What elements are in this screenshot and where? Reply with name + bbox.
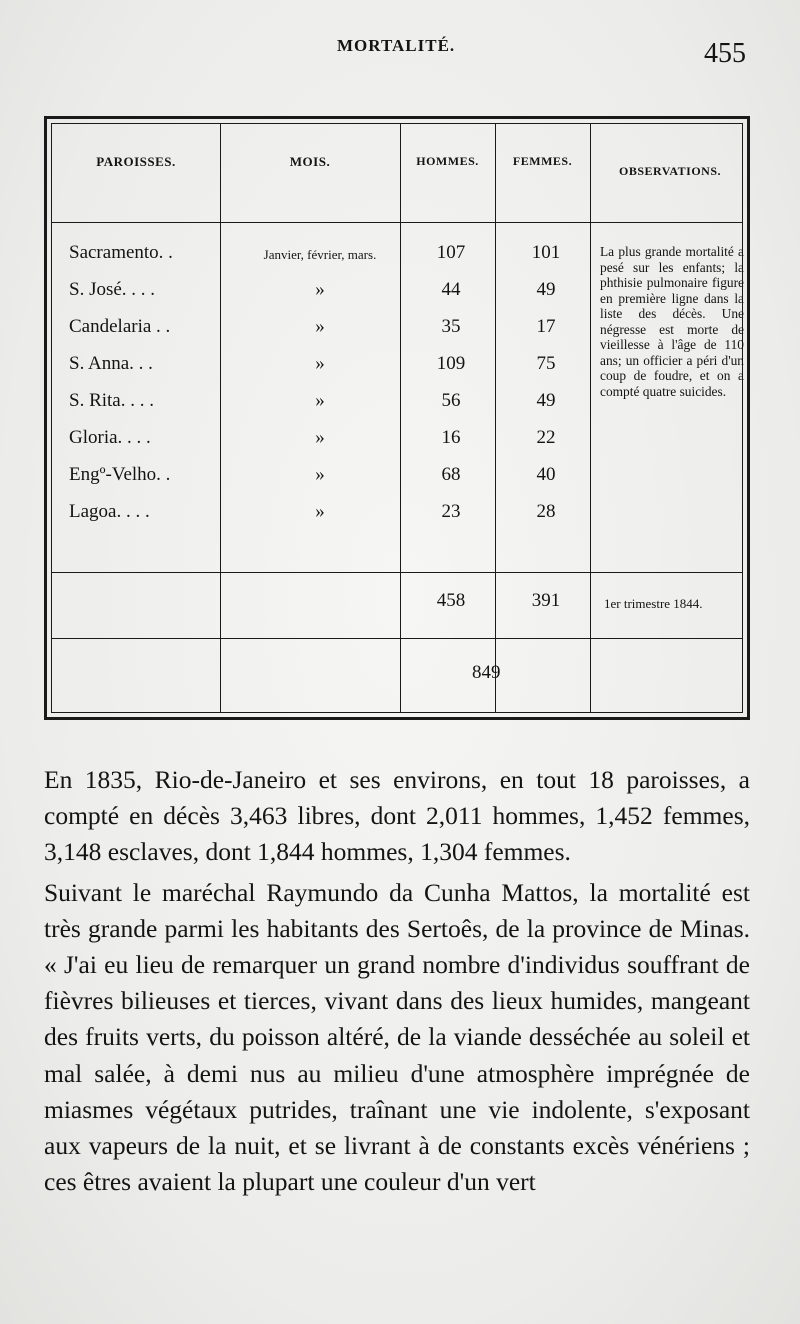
parish-name: S. Anna. . .: [69, 353, 153, 374]
total-men: 458: [436, 590, 466, 611]
men-count: 56: [441, 390, 461, 411]
header-rule: [52, 222, 742, 223]
paragraph: Suivant le maréchal Raymundo da Cunha Mattos, la mortalité est très grande parmi les habitants des Sertoês, de la province de Minas. « J'ai eu lieu de remarquer un grand nombre d'individus souffrant de fièvres bilieuses et tierces, vivant dans des lieux humides, mangeant des fruits verts, du poisson altéré, de la viande desséchée au soleil et mal salée, à demi nus au milieu d'une atmosphère imprégnée de miasmes végétaux putrides, traînant une vie indolente, s'exposant aux vapeurs de la nuit, et se livrant à de constants excès vénériens ; ces êtres avaient la plupart une couleur d'un vert: [44, 877, 750, 1197]
men-count: 109: [436, 353, 466, 374]
body-text: [44, 762, 750, 1200]
running-title: MORTALITÉ.: [337, 36, 456, 55]
table-row: [52, 501, 742, 534]
column-header-men: HOMMES.: [416, 154, 479, 168]
women-count: 49: [536, 390, 556, 411]
period-note: 1er trimestre 1844.: [604, 596, 703, 611]
women-count: 28: [536, 501, 556, 522]
month-range: »: [315, 353, 325, 374]
women-count: 40: [536, 464, 556, 485]
column-header-months: MOIS.: [289, 154, 331, 169]
column-header-women: FEMMES.: [512, 154, 573, 168]
total-women: 391: [531, 590, 561, 611]
table-grid: [51, 123, 743, 713]
parish-name: S. Rita. . . .: [69, 390, 154, 411]
women-count: 75: [536, 353, 556, 374]
men-count: 35: [441, 316, 461, 337]
men-count: 44: [441, 279, 461, 300]
month-range: »: [315, 390, 325, 411]
men-count: 107: [436, 242, 466, 263]
men-count: 16: [441, 427, 461, 448]
women-count: 101: [531, 242, 561, 263]
column-header-parishes: PAROISSES.: [96, 154, 176, 169]
month-range: »: [315, 279, 325, 300]
women-count: 22: [536, 427, 556, 448]
parish-name: Gloria. . . .: [69, 427, 151, 448]
month-range: »: [315, 427, 325, 448]
grand-total-rule: [52, 638, 742, 639]
page-number: 455: [704, 38, 746, 69]
month-range: »: [315, 316, 325, 337]
column-header-observations: OBSERVATIONS.: [618, 164, 721, 178]
mortality-table: [44, 116, 750, 720]
month-range: »: [315, 464, 325, 485]
parish-name: S. José. . . .: [69, 279, 156, 300]
parish-name: Engº-Velho. .: [69, 464, 171, 485]
parish-name: Candelaria . .: [69, 316, 171, 337]
grand-total: 849: [472, 662, 501, 683]
parish-name: Sacramento. .: [69, 242, 173, 263]
parish-name: Lagoa. . . .: [69, 501, 150, 522]
women-count: 17: [536, 316, 556, 337]
month-range: »: [315, 501, 325, 522]
total-rule: [52, 572, 742, 573]
women-count: 49: [536, 279, 556, 300]
table-row: [52, 464, 742, 497]
table-row: [52, 427, 742, 460]
month-range: Janvier, février, mars.: [263, 247, 377, 262]
observation-note: La plus grande mortalité a pesé sur les enfants; la phthisie pulmonaire figure en première ligne dans la liste des décès. Une négresse est morte de vieillesse à l'âge de 110 ans; un officier a péri d'un coup de foudre, et on a compté quatre suicides.: [600, 244, 744, 399]
men-count: 23: [441, 501, 461, 522]
men-count: 68: [441, 464, 461, 485]
paragraph: En 1835, Rio-de-Janeiro et ses environs, en tout 18 paroisses, a compté en décès 3,463 libres, dont 2,011 hommes, 1,452 femmes, 3,148 esclaves, dont 1,844 hommes, 1,304 femmes.: [44, 765, 750, 867]
